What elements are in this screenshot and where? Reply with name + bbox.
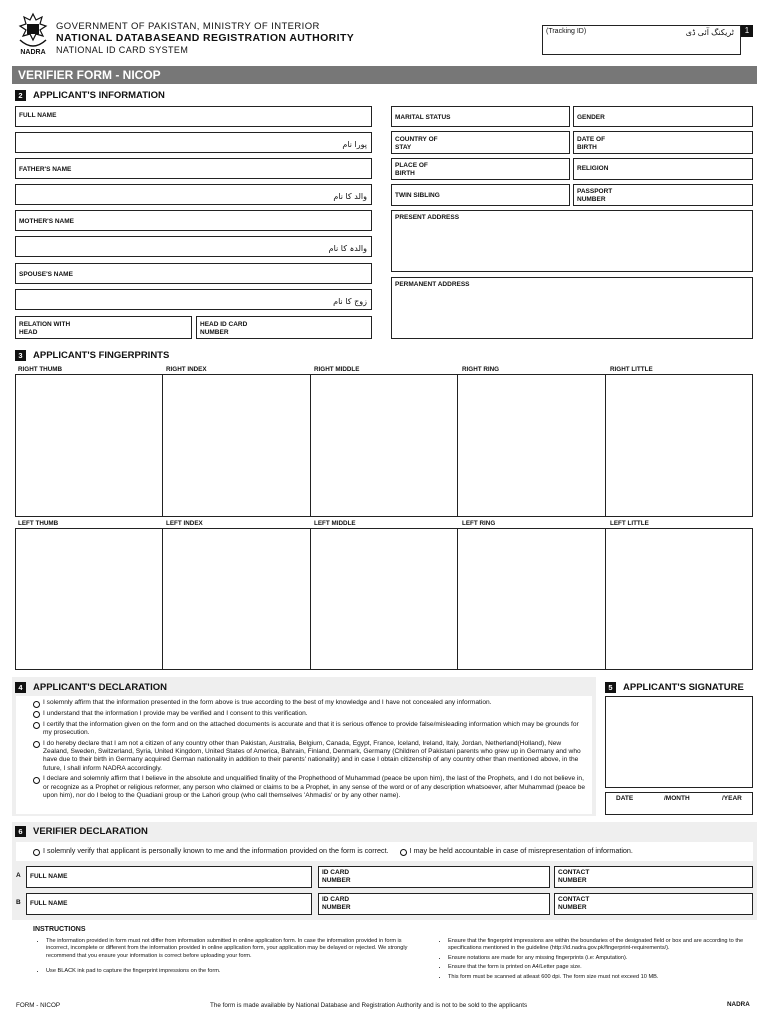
left-little-box[interactable] [606, 529, 752, 669]
left-ring-box[interactable] [458, 529, 605, 669]
left-index-box[interactable] [163, 529, 310, 669]
footer-form-id: FORM - NICOP [16, 1002, 61, 1009]
verifier-statement-1: I solemnly verify that applicant is personally known to me and the information provided on the form is correct. [30, 847, 389, 855]
relation-with-head-field[interactable] [15, 316, 192, 339]
spouses-name-label: SPOUSE'S NAME [19, 271, 73, 278]
place-of-birth-field[interactable] [391, 158, 570, 180]
marital-status-label: MARITAL STATUS [395, 114, 451, 121]
spouses-name-urdu: زوج کا نام [333, 297, 367, 306]
verifier-a-full-name-label: FULL NAME [30, 873, 68, 880]
right-index-label: RIGHT INDEX [166, 366, 207, 373]
left-thumb-box[interactable] [16, 529, 163, 669]
mothers-name-label: MOTHER'S NAME [19, 218, 74, 225]
form-title-bar [12, 66, 757, 84]
declaration-item-5: I declare and solemnly affirm that I believe in the absolute and unqualified finality of the Prophethood of Muhammad (peace be upon him), the last of the Prophets, and I do not believe in, or recognize as a Prophet or religious reformer, any person who claimed or claims to be a Prophet, in any sense of the word or of any description whatsoever, after Muhammad (peace be upon him), nor do I belog to the Quadiani group or the Lahori group (who call themselves 'Ahmadis' or by any other name). [30, 775, 586, 800]
mothers-name-urdu: والدہ کا نام [328, 244, 367, 253]
instruction-right-2: • Ensure notations are made for any missing fingerprints (i.e: Amputation). [448, 955, 753, 962]
section-5-title: APPLICANT'S SIGNATURE [623, 681, 744, 693]
month-label: /MONTH [664, 795, 690, 802]
year-label: /YEAR [722, 795, 742, 802]
declaration-list [30, 699, 586, 803]
section-4-number: 4 [15, 682, 26, 693]
section-6-title: VERIFIER DECLARATION [33, 825, 148, 837]
section-2-header [15, 87, 165, 103]
instruction-left-2: • Use BLACK ink pad to capture the fingerprint impressions on the form. [46, 968, 416, 975]
section-5-header [605, 679, 744, 695]
signature-box[interactable] [605, 696, 753, 788]
right-thumb-box[interactable] [16, 375, 163, 516]
logo-text: NADRA [20, 49, 46, 56]
right-little-box[interactable] [606, 375, 752, 516]
fathers-name-label: FATHER'S NAME [19, 166, 72, 173]
instruction-right-3: • Ensure that the form is printed on A4/Letter page size. [448, 964, 753, 971]
fathers-name-urdu: والد کا نام [333, 192, 367, 201]
relation-with-head-label: RELATION WITH HEAD [19, 321, 71, 336]
right-ring-box[interactable] [458, 375, 605, 516]
section-5-number: 5 [605, 682, 616, 693]
right-middle-box[interactable] [311, 375, 458, 516]
fathers-name-label-box [15, 158, 372, 179]
spouses-name-field[interactable] [15, 289, 372, 310]
verifier-a-id-card-label: ID CARD NUMBER [322, 869, 351, 884]
form-title: VERIFIER FORM - NICOP [18, 68, 161, 82]
section-1-number: 1 [741, 25, 753, 37]
tracking-id-field[interactable] [542, 25, 741, 55]
left-little-label: LEFT LITTLE [610, 520, 649, 527]
full-name-urdu: پورا نام [342, 140, 367, 149]
religion-label: RELIGION [577, 165, 609, 172]
right-middle-label: RIGHT MIDDLE [314, 366, 360, 373]
left-ring-label: LEFT RING [462, 520, 496, 527]
instruction-left-1: • The information provided in form must not differ from information submitted in online application form. In case the information provided in form is incorrect, incomplete or different from the information provided in online application form, your application may be delayed or rejected. We strongly recommend that you ensure your information is correct before uploading your form. [46, 938, 416, 960]
header-line3: NATIONAL ID CARD SYSTEM [56, 45, 189, 55]
verifier-a-contact-field[interactable] [554, 866, 753, 888]
gender-field[interactable] [573, 106, 753, 127]
left-middle-label: LEFT MIDDLE [314, 520, 356, 527]
declaration-item-1: I solemnly affirm that the information presented in the form above is true according to the best of my knowledge and I have not concealed any information. [30, 699, 586, 707]
verifier-b-letter: B [16, 899, 21, 906]
right-thumb-label: RIGHT THUMB [18, 366, 63, 373]
left-fingerprint-row [15, 528, 753, 670]
present-address-label: PRESENT ADDRESS [395, 214, 460, 221]
section-4-header [15, 679, 167, 695]
right-ring-label: RIGHT RING [462, 366, 500, 373]
passport-number-label: PASSPORT NUMBER [577, 188, 613, 203]
twin-sibling-label: TWIN SIBLING [395, 192, 440, 199]
declaration-item-2: I understand that the information I provide may be verified and I consent to this verification. [30, 710, 586, 718]
verifier-a-letter: A [16, 872, 21, 879]
verifier-statement-list [30, 847, 750, 858]
footer-notice: The form is made available by National Database and Registration Authority and is not to be sold to the applicants [210, 1002, 528, 1009]
section-2-title: APPLICANT'S INFORMATION [33, 89, 165, 101]
full-name-field[interactable] [15, 132, 372, 153]
tracking-id-label: (Tracking ID) [546, 28, 587, 35]
instruction-right-1: • Ensure that the fingerprint impressions are within the boundaries of the designated field or box and are according to the specifications mentioned in the guideline (http://id.nadra.gov.pk/fingerprint-requirements/). [448, 938, 753, 953]
fathers-name-field[interactable] [15, 184, 372, 205]
head-id-card-label: HEAD ID CARD NUMBER [200, 321, 248, 336]
full-name-label: FULL NAME [19, 112, 57, 119]
footer-brand: NADRA [727, 1001, 750, 1008]
full-name-label-box [15, 106, 372, 127]
gender-label: GENDER [577, 114, 605, 121]
instruction-right-4: • This form must be scanned at atleast 600 dpi. The form size must not exceed 10 MB. [448, 974, 753, 981]
declaration-item-4: I do hereby declare that I am not a citizen of any country other than Pakistan, Australia, Belgium, Canada, Egypt, France, Iceland, Ireland, Italy, Jordan, Netherland(Holland), New Zealand, Sweden, Switzerland, Syria, United Kingdom, United States of America, Bahrain, Finland, Denmark, Germany (Children of Pakistani parents who grew up in Germany and who have due to their birth in Germany acquired German nationality in addition to their parents' nationality) and in case I obtain citizenship of any country other than mentioned above, in the future, I shall inform NADRA accordingly. [30, 740, 586, 773]
permanent-address-field[interactable] [391, 277, 753, 339]
verifier-b-contact-label: CONTACT NUMBER [558, 896, 590, 911]
country-of-stay-label: COUNTRY OF STAY [395, 136, 438, 151]
instructions-title: INSTRUCTIONS [33, 926, 86, 933]
present-address-field[interactable] [391, 210, 753, 272]
left-index-label: LEFT INDEX [166, 520, 203, 527]
verifier-b-id-card-field[interactable] [318, 893, 550, 915]
date-of-birth-label: DATE OF BIRTH [577, 136, 606, 151]
verifier-a-id-card-field[interactable] [318, 866, 550, 888]
signature-date-field[interactable] [605, 792, 753, 815]
instructions-right-list [440, 938, 753, 981]
verifier-b-contact-field[interactable] [554, 893, 753, 915]
verifier-statement-2: I may be held accountable in case of misrepresentation of information. [397, 847, 633, 855]
tracking-id-urdu: ٹریکنگ آئی ڈی [685, 28, 734, 37]
left-middle-box[interactable] [311, 529, 458, 669]
header-line2: NATIONAL DATABASEAND REGISTRATION AUTHORITY [56, 32, 355, 44]
spouses-name-label-box [15, 263, 372, 284]
section-4-title: APPLICANT'S DECLARATION [33, 681, 168, 693]
section-3-number: 3 [15, 350, 26, 361]
right-fingerprint-row [15, 374, 753, 517]
permanent-address-label: PERMANENT ADDRESS [395, 281, 470, 288]
nadra-logo [16, 12, 50, 58]
head-id-card-field[interactable] [196, 316, 372, 339]
country-of-stay-field[interactable] [391, 131, 570, 154]
verifier-a-full-name-field[interactable] [26, 866, 312, 888]
section-3-title: APPLICANT'S FINGERPRINTS [33, 349, 170, 361]
verifier-b-full-name-field[interactable] [26, 893, 312, 915]
section-3-header [15, 347, 169, 363]
left-thumb-label: LEFT THUMB [18, 520, 59, 527]
right-index-box[interactable] [163, 375, 310, 516]
section-6-number: 6 [15, 826, 26, 837]
right-little-label: RIGHT LITTLE [610, 366, 653, 373]
passport-number-field[interactable] [573, 184, 753, 206]
verifier-a-contact-label: CONTACT NUMBER [558, 869, 590, 884]
mothers-name-label-box [15, 210, 372, 231]
date-label: DATE [616, 795, 634, 802]
mothers-name-field[interactable] [15, 236, 372, 257]
twin-sibling-field[interactable] [391, 184, 570, 206]
verifier-b-full-name-label: FULL NAME [30, 900, 68, 907]
date-of-birth-field[interactable] [573, 131, 753, 154]
header-line1: GOVERNMENT OF PAKISTAN, MINISTRY OF INTERIOR [56, 21, 320, 32]
instructions-left-list [38, 938, 416, 976]
section-2-number: 2 [15, 90, 26, 101]
marital-status-field[interactable] [391, 106, 570, 127]
place-of-birth-label: PLACE OF BIRTH [395, 162, 428, 177]
religion-field[interactable] [573, 158, 753, 180]
verifier-b-id-card-label: ID CARD NUMBER [322, 896, 351, 911]
section-6-header [15, 823, 148, 839]
declaration-item-3: I certify that the information given on the form and on the attached documents is accurate and that it is serious offence to provide false/misleading information which may be grounds for my prosecution. [30, 721, 586, 738]
